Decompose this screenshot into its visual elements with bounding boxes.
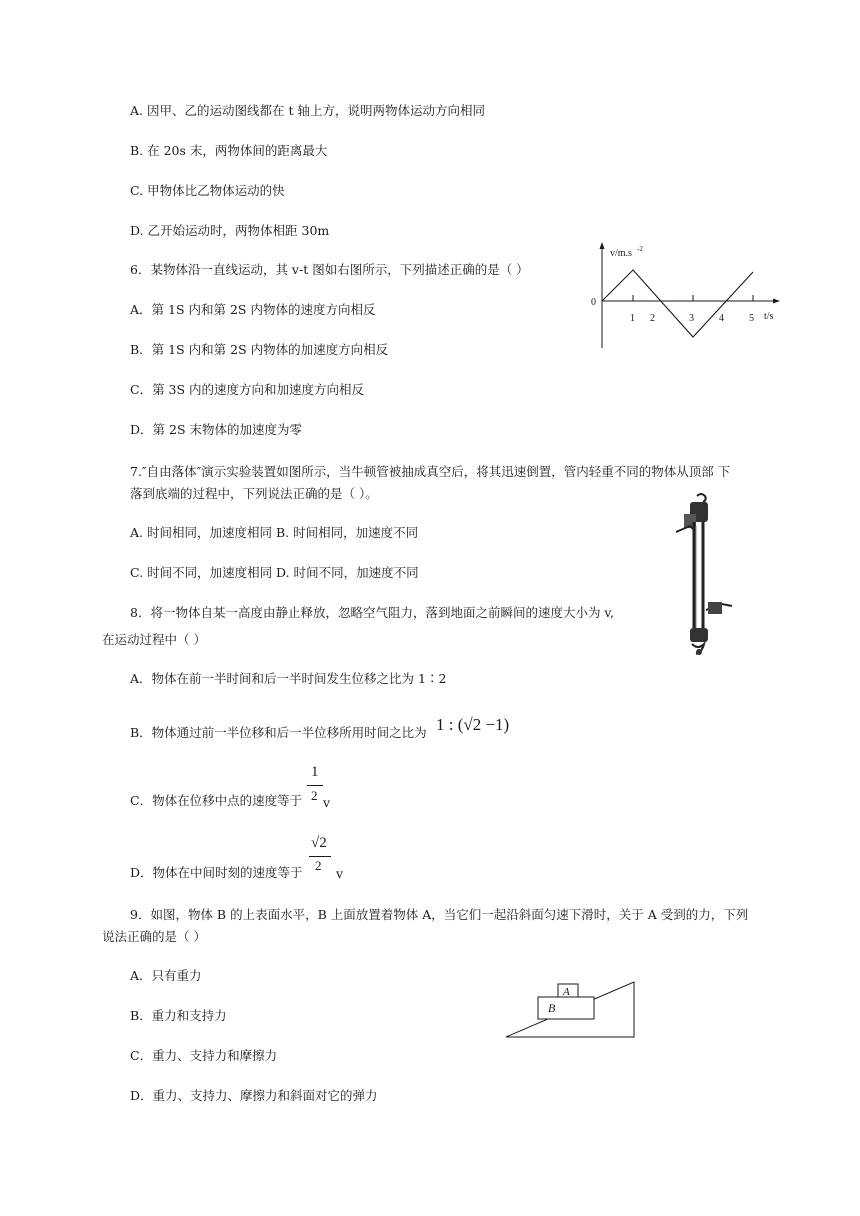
q9-option-b: B．重力和支持力 [130, 1008, 227, 1023]
q7-stem-line2: 落到底端的过程中，下列说法正确的是（ ）。 [130, 486, 378, 501]
vt-graph-x-label: t/s [764, 311, 774, 322]
q9-option-d: D．重力、支持力、摩擦力和斜面对它的弹力 [130, 1088, 378, 1103]
q8-option-d-denominator: 2 [315, 858, 322, 873]
q8-option-d-variable: v [336, 866, 344, 881]
vt-graph-tick-4: 4 [719, 313, 724, 324]
vt-graph-ticks [633, 295, 753, 301]
vt-graph-y-label-exp: -2 [637, 245, 643, 253]
newton-tube-illustration [670, 492, 740, 660]
incline-illustration [500, 978, 642, 1040]
q7-options-ab: A. 时间相同，加速度相同 B. 时间相同，加速度不同 [130, 525, 419, 540]
q7-stem-line1: 7.″自由落体″演示实验装置如图所示，当牛顿管被抽成真空后，将其迅速倒置，管内轻重不同的物体从顶部 下 [130, 464, 731, 479]
q8-option-b: B．物体通过前一半位移和后一半位移所用时间之比为 [130, 725, 427, 740]
q6-option-b: B．第 1S 内和第 2S 内物体的加速度方向相反 [130, 342, 389, 357]
q8-option-a: A．物体在前一半时间和后一半时间发生位移之比为 1∶2 [130, 671, 447, 686]
q8-stem-line2: 在运动过程中（ ） [102, 632, 206, 647]
q8-option-c-fraction-bar [307, 785, 323, 786]
q7-options-cd: C. 时间不同，加速度相同 D. 时间不同，加速度不同 [130, 565, 419, 580]
q9-option-c: C．重力、支持力和摩擦力 [130, 1048, 278, 1063]
q8-stem-line1: 8．将一物体自某一高度由静止释放，忽略空气阻力，落到地面之前瞬间的速度大小为 v, [130, 605, 614, 620]
vt-graph-y-arrow [600, 242, 605, 249]
q5-option-a: A. 因甲、乙的运动图线都在 t 轴上方，说明两物体运动方向相同 [130, 103, 485, 118]
q9-stem-line2: 说法正确的是（ ） [102, 929, 206, 944]
q8-option-c-variable: v [323, 795, 331, 810]
q8-option-b-ratio: 1 : (√2 −1) [436, 715, 510, 734]
q6-stem: 6．某物体沿一直线运动，其 v-t 图如右图所示，下列描述正确的是（ ） [130, 262, 529, 277]
vt-graph-y-label: v/m.s [610, 248, 632, 259]
block-b [538, 997, 594, 1019]
q9-option-a: A．只有重力 [130, 968, 202, 983]
q8-option-d-numerator: √2 [311, 835, 327, 851]
vt-graph-tick-2: 2 [650, 313, 655, 324]
q8-option-c-denominator: 2 [311, 788, 318, 803]
vt-graph-origin: 0 [591, 297, 596, 308]
block-a-label: A [563, 986, 570, 998]
vt-graph-x-arrow [773, 299, 780, 304]
q8-option-c: C．物体在位移中点的速度等于 [130, 793, 303, 808]
vt-graph-tick-1: 1 [630, 313, 635, 324]
vt-graph-tick-5: 5 [749, 313, 754, 324]
q6-option-a: A．第 1S 内和第 2S 内物体的速度方向相反 [130, 302, 376, 317]
q5-option-c: C. 甲物体比乙物体运动的快 [130, 183, 285, 198]
q8-option-d: D．物体在中间时刻的速度等于 [130, 865, 303, 880]
vt-graph-line [602, 270, 753, 337]
q5-option-d: D. 乙开始运动时，两物体相距 30m [130, 223, 330, 238]
q6-option-c: C．第 3S 内的速度方向和加速度方向相反 [130, 382, 365, 397]
q6-option-d: D．第 2S 末物体的加速度为零 [130, 422, 302, 437]
vt-graph [580, 240, 790, 352]
q8-option-c-numerator: 1 [311, 764, 319, 780]
q5-option-b: B. 在 20s 末，两物体间的距离最大 [130, 143, 328, 158]
vt-graph-tick-3: 3 [689, 313, 694, 324]
q8-option-d-fraction-bar [309, 856, 331, 857]
block-b-label: B [548, 1001, 556, 1015]
q9-stem-line1: 9．如图，物体 B 的上表面水平，B 上面放置着物体 A，当它们一起沿斜面匀速下滑时，关于 A 受到的力，下列 [130, 907, 749, 922]
